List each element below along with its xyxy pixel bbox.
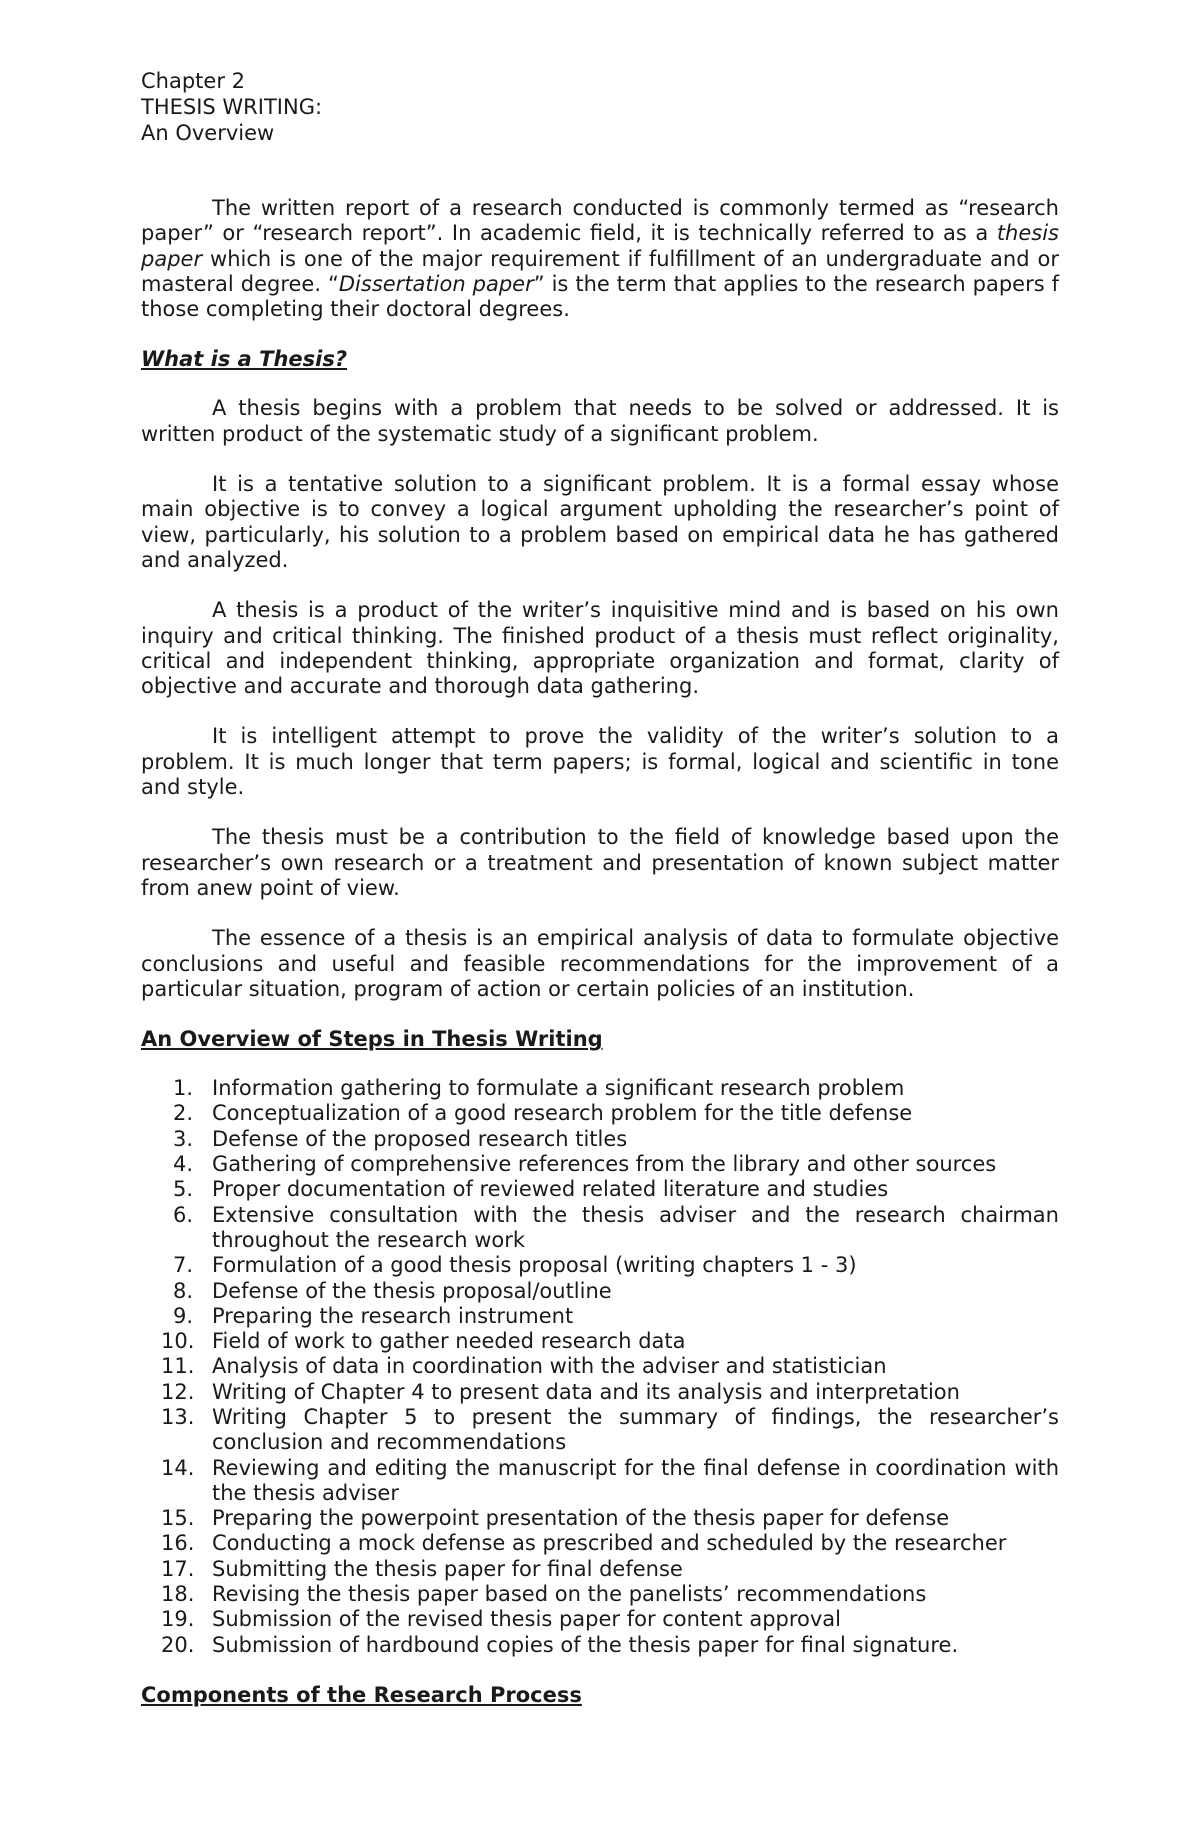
steps-list: [141, 1076, 1059, 1658]
thesis-paragraph: A thesis is a product of the writer’s inquisitive mind and is based on his own inquiry and critical thinking. The finished product of a thesis must reflect originality, critical and independent thinking, appropriate organization and format, clarity of objective and accurate and thorough data gathering.: [141, 598, 1059, 699]
list-item: 7. Formulation of a good thesis proposal (writing chapters 1 - 3): [173, 1253, 857, 1278]
list-item: 2. Conceptualization of a good research problem for the title defense: [173, 1101, 913, 1126]
list-item: 19. Submission of the revised thesis paper for content approval: [161, 1607, 842, 1632]
document-subtitle: An Overview: [141, 121, 275, 145]
list-item: 10. Field of work to gather needed research data: [161, 1329, 686, 1354]
section-heading-what-is-thesis: What is a Thesis?: [141, 347, 348, 372]
thesis-paragraph: It is intelligent attempt to prove the validity of the writer’s solution to a problem. It is much longer that term papers; is formal, logical and scientific in tone and style.: [141, 724, 1059, 800]
thesis-paragraph: The essence of a thesis is an empirical analysis of data to formulate objective conclusions and useful and feasible recommendations for the improvement of a particular situation, program of action or certain policies of an institution.: [141, 926, 1059, 1001]
list-item: 20. Submission of hardbound copies of the thesis paper for final signature.: [161, 1632, 959, 1657]
list-item: 9. Preparing the research instrument: [173, 1303, 574, 1328]
thesis-paragraph: It is a tentative solution to a significant problem. It is a formal essay whose main objective is to convey a logical argument upholding the researcher’s point of view, particularly, his solution to a problem based on empirical data he has gathered and analyzed.: [141, 472, 1059, 572]
thesis-paragraph: The thesis must be a contribution to the field of knowledge based upon the researcher’s own research or a treatment and presentation of known subject matter from anew point of view.: [141, 825, 1059, 900]
list-item: 18. Revising the thesis paper based on the panelists’ recommendations: [161, 1582, 927, 1607]
list-item: 3. Defense of the proposed research titles: [173, 1126, 628, 1151]
list-item: 11. Analysis of data in coordination with the adviser and statistician: [161, 1354, 887, 1379]
list-item: 1. Information gathering to formulate a significant research problem: [173, 1076, 905, 1101]
list-item: 13. Writing Chapter 5 to present the summary of findings, the researcher’s conclusion and recommendations: [161, 1404, 1059, 1455]
list-item: 12. Writing of Chapter 4 to present data and its analysis and interpretation: [161, 1379, 960, 1404]
thesis-paragraph: A thesis begins with a problem that needs to be solved or addressed. It is written product of the systematic study of a significant problem.: [141, 396, 1059, 446]
dissertation-paper-term: Dissertation paper: [338, 271, 534, 296]
list-item: 6. Extensive consultation with the thesis adviser and the research chairman throughout the research work: [173, 1202, 1059, 1252]
section-heading-steps: An Overview of Steps in Thesis Writing: [141, 1027, 603, 1052]
list-item: 14. Reviewing and editing the manuscript for the final defense in coordination with the thesis adviser: [161, 1455, 1059, 1505]
document-title: THESIS WRITING:: [141, 95, 323, 119]
list-item: 17. Submitting the thesis paper for final defense: [161, 1556, 683, 1581]
list-item: 5. Proper documentation of reviewed related literature and studies: [173, 1177, 889, 1202]
list-item: 8. Defense of the thesis proposal/outline: [173, 1278, 612, 1303]
list-item: 15. Preparing the powerpoint presentation of the thesis paper for defense: [161, 1506, 950, 1531]
thesis-paper-term: thesis paper: [141, 221, 1059, 271]
list-item: 16. Conducting a mock defense as prescribed and scheduled by the researcher: [161, 1531, 1007, 1556]
section-heading-components: Components of the Research Process: [141, 1682, 582, 1707]
list-item: 4. Gathering of comprehensive references from the library and other sources: [173, 1152, 997, 1177]
intro-paragraph: The written report of a research conducted is commonly termed as “research paper” or “research report”. In academic field, it is technically referred to as a thesis paper which is one of the major requirement if fulfillment of an undergraduate and or masteral degree. “Dissertation paper” is the term that applies to the research papers f those completing their doctoral degrees.: [141, 196, 1060, 322]
document-page: [141, 68, 1059, 1708]
chapter-number: Chapter 2: [141, 69, 245, 93]
